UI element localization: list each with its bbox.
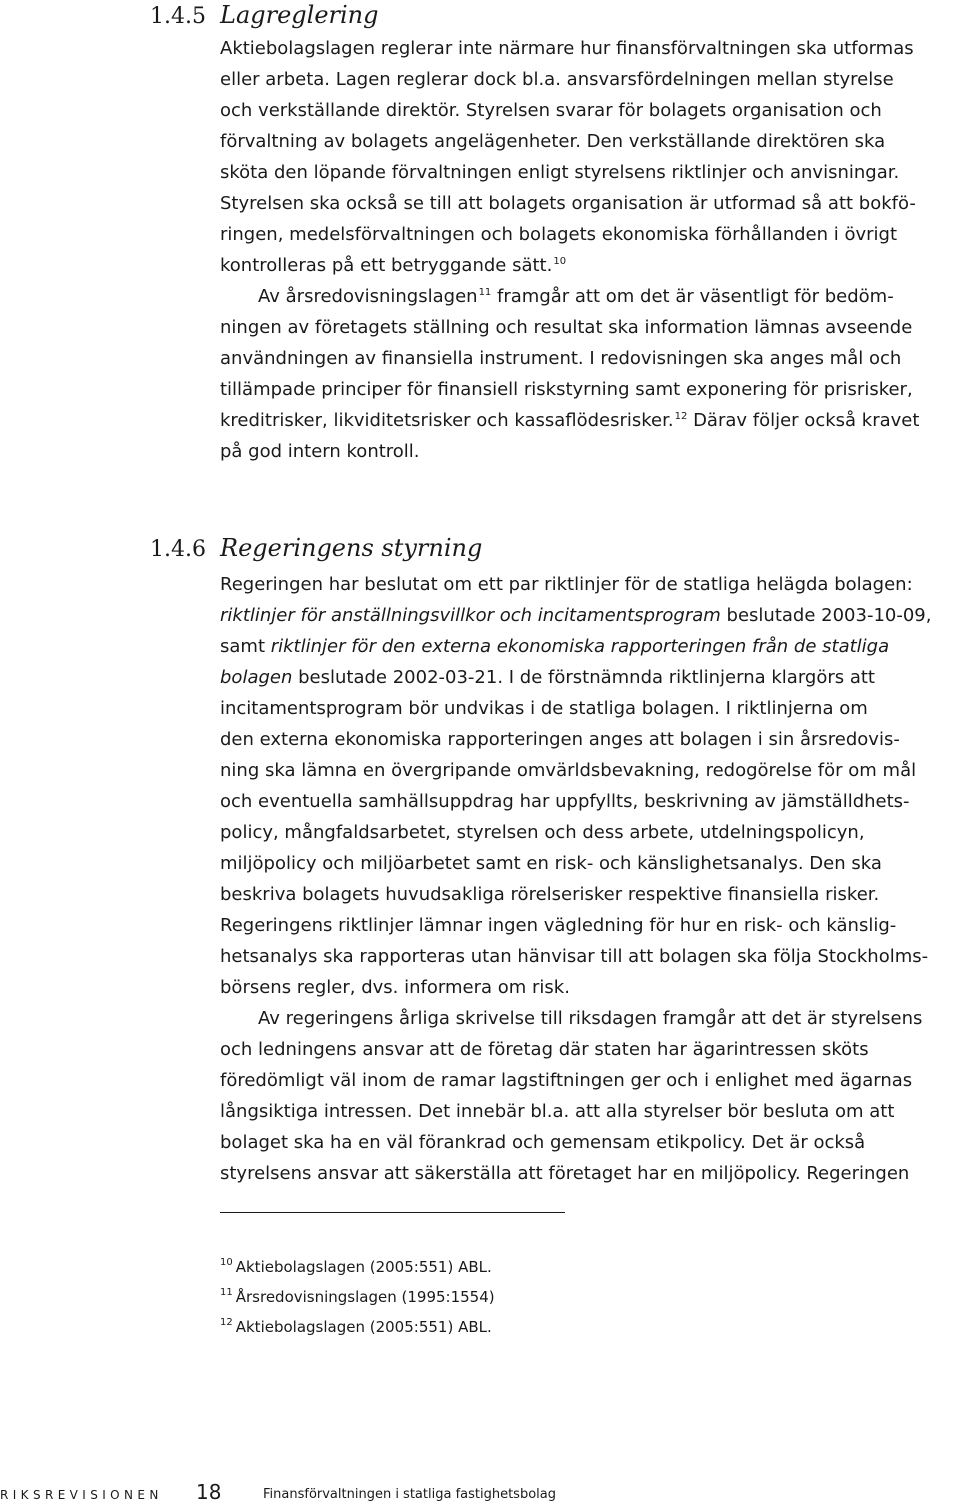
text-line [220,910,960,941]
text-line [220,281,960,312]
section-number: 1.4.6 [150,537,206,562]
section-body-regeringens-styrning [220,569,960,1189]
text-segment: styrelsens ansvar att säkerställa att företaget har en miljöpolicy. Regeringen [220,1163,910,1184]
footnote-text: Aktiebolagslagen (2005:551) ABL. [235,1318,492,1336]
footnote-10 [220,1250,495,1280]
text-segment: Aktiebolagslagen reglerar inte närmare hur finansförvaltningen ska utformas [220,38,914,59]
section-number: 1.4.5 [150,4,206,29]
footnote-number: 12 [220,1317,233,1328]
footnote-text: Årsredovisningslagen (1995:1554) [235,1288,495,1306]
footnote-text: Aktiebolagslagen (2005:551) ABL. [235,1258,492,1276]
text-segment: sköta den löpande förvaltningen enligt styrelsens riktlinjer och anvisningar. [220,162,900,183]
footer-org-name: RIKSREVISIONEN [0,1488,163,1502]
text-segment: den externa ekonomiska rapporteringen anges att bolagen i sin årsredovis- [220,729,900,750]
page-footer [0,1480,960,1506]
text-line [220,972,960,1003]
text-segment: Regeringen har beslutat om ett par riktlinjer för de statliga helägda bolagen: [220,574,913,595]
text-segment: policy, mångfaldsarbetet, styrelsen och dess arbete, utdelningspolicyn, [220,822,865,843]
text-segment: och ledningens ansvar att de företag där staten har ägarintressen sköts [220,1039,869,1060]
text-line [220,1096,960,1127]
text-segment: tillämpade principer för finansiell riskstyrning samt exponering för prisrisker, [220,379,913,400]
text-segment: ningen av företagets ställning och resultat ska information lämnas avseende [220,317,913,338]
italic-text: riktlinjer för anställningsvillkor och incitamentsprogram [220,605,721,626]
section-title: Regeringens styrning [220,534,483,562]
text-line [220,786,960,817]
italic-text: bolagen [220,667,293,688]
section-body-lagreglering [220,33,960,467]
footnote-11 [220,1280,495,1310]
page-number: 18 [196,1480,222,1504]
text-segment: kontrolleras på ett betryggande sätt. [220,255,553,276]
text-line [220,693,960,724]
publication-title: Finansförvaltningen i statliga fastighetsbolag [263,1487,556,1502]
text-line [220,662,960,693]
footnote-number: 10 [220,1257,233,1268]
text-segment: Av årsredovisningslagen [258,286,478,307]
text-line [220,879,960,910]
text-segment: kreditrisker, likviditetsrisker och kassaflödesrisker. [220,410,674,431]
text-segment: incitamentsprogram bör undvikas i de statliga bolagen. I riktlinjerna om [220,698,868,719]
text-segment: beskriva bolagets huvudsakliga rörelserisker respektive finansiella risker. [220,884,880,905]
text-segment: föredömligt väl inom de ramar lagstiftningen ger och i enlighet med ägarnas [220,1070,913,1091]
text-line [220,33,960,64]
italic-text: riktlinjer för den externa ekonomiska rapporteringen från de statliga [270,636,890,657]
text-line [220,724,960,755]
text-segment: ringen, medelsförvaltningen och bolagets ekonomiska förhållanden i övrigt [220,224,898,245]
text-line [220,250,960,281]
text-segment: och verkställande direktör. Styrelsen svarar för bolagets organisation och [220,100,882,121]
text-line [220,569,960,600]
text-line [220,64,960,95]
text-line [220,1034,960,1065]
text-line [220,188,960,219]
footnote-reference: 10 [553,256,567,267]
footnote-number: 11 [220,1287,233,1298]
text-segment: beslutade 2003-10-09, [720,605,932,626]
text-segment: Styrelsen ska också se till att bolagets organisation är utformad så att bokfö- [220,193,916,214]
text-segment: eller arbeta. Lagen reglerar dock bl.a. ansvarsfördelningen mellan styrelse [220,69,894,90]
text-segment: förvaltning av bolagets angelägenheter. Den verkställande direktören ska [220,131,886,152]
text-line [220,600,960,631]
text-segment: bolaget ska ha en väl förankrad och gemensam etikpolicy. Det är också [220,1132,866,1153]
footnotes-list [220,1250,495,1340]
footnote-divider [220,1212,565,1213]
text-line [220,631,960,662]
text-line [220,755,960,786]
text-line [220,405,960,436]
text-line [220,817,960,848]
text-line [220,157,960,188]
text-line [220,219,960,250]
text-line [220,126,960,157]
text-segment: framgår att om det är väsentligt för bedöm- [491,286,894,307]
footnote-reference: 11 [478,287,492,298]
text-line [220,1003,960,1034]
text-line [220,95,960,126]
text-segment: Därav följer också kravet [687,410,920,431]
text-line [220,1127,960,1158]
text-line [220,343,960,374]
text-line [220,374,960,405]
text-segment: ning ska lämna en övergripande omvärldsbevakning, redogörelse för om mål [220,760,917,781]
section-title: Lagreglering [220,1,379,29]
text-segment: miljöpolicy och miljöarbetet samt en risk- och känslighetsanalys. Den ska [220,853,882,874]
text-segment: på god intern kontroll. [220,441,420,462]
text-segment: Av regeringens årliga skrivelse till riksdagen framgår att det är styrelsens [258,1008,923,1029]
text-segment: långsiktiga intressen. Det innebär bl.a. att alla styrelser bör besluta om att [220,1101,895,1122]
text-line [220,1065,960,1096]
text-segment: och eventuella samhällsuppdrag har uppfyllts, beskrivning av jämställdhets- [220,791,910,812]
text-segment: hetsanalys ska rapporteras utan hänvisar till att bolagen ska följa Stockholms- [220,946,929,967]
text-segment: Regeringens riktlinjer lämnar ingen vägledning för hur en risk- och känslig- [220,915,897,936]
text-line [220,436,960,467]
text-segment: beslutade 2002-03-21. I de förstnämnda riktlinjerna klargörs att [292,667,875,688]
text-segment: samt [220,636,271,657]
text-line [220,1158,960,1189]
text-segment: användningen av finansiella instrument. I redovisningen ska anges mål och [220,348,902,369]
section-heading-regeringens-styrning [150,533,482,565]
text-line [220,941,960,972]
text-line [220,312,960,343]
footnote-12 [220,1310,495,1340]
text-line [220,848,960,879]
footnote-reference: 12 [674,411,688,422]
text-segment: börsens regler, dvs. informera om risk. [220,977,570,998]
section-heading-lagreglering [150,0,379,32]
